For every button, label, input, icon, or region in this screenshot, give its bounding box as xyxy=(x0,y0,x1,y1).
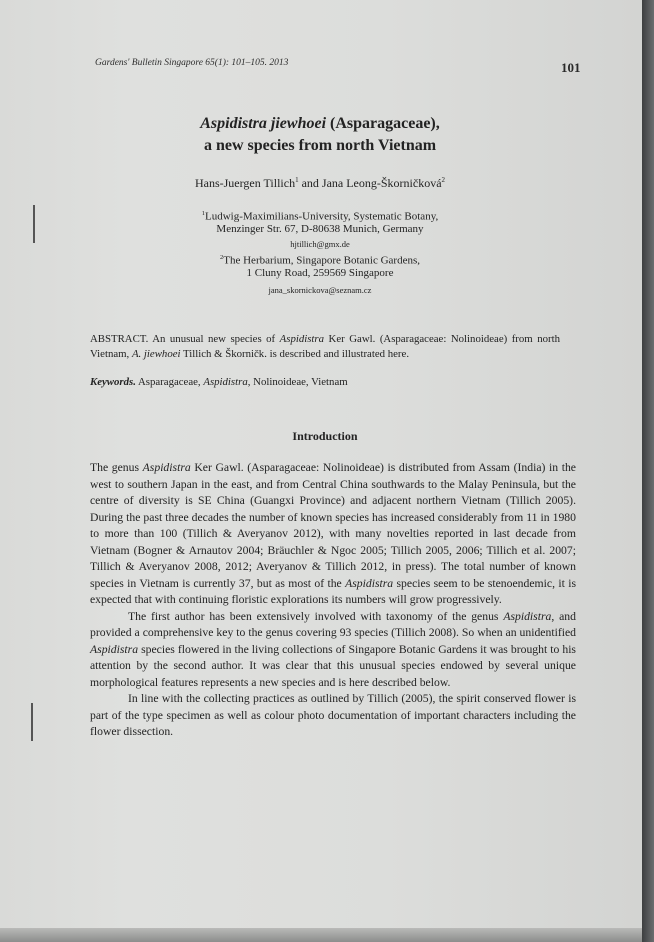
margin-mark xyxy=(33,205,35,243)
affiliation-1-mark: 1 xyxy=(201,210,206,217)
affiliation-1-address: Menzinger Str. 67, D-80638 Munich, Germany xyxy=(216,223,424,235)
introduction-body xyxy=(90,460,576,741)
p2-text-2: , and provided a comprehensive key to the genus covering 93 species (Tillich 2008). So when an unidentified xyxy=(90,609,576,639)
keywords-text-1: Asparagaceae, xyxy=(135,376,204,388)
paragraph-2 xyxy=(90,609,576,692)
author-1: Hans-Juergen Tillich xyxy=(194,176,296,190)
page-edge-shadow xyxy=(642,0,654,942)
author-line xyxy=(100,176,540,191)
p1-text-2: Ker Gawl. (Asparagaceae: Nolinoideae) is distributed from Assam (India) in the west to southern Japan in the east, and from Central China southwards to the Malay Peninsula, but the centre of diversity is SE China (Guangxi Province) and adjacent northern Vietnam (Tillich 2005). During the past three decades the number of known species has increased considerably from 11 in 1980 to more than 100 (Tillich & Averyanov 2012), with many novelties reported in last decade from Vietnam (Bogner & Arnautov 2004; Bräuchler & Ngoc 2005; Tillich 2005, 2006; Tillich et al. 2007; Tillich & Averyanov 2008, 2012; Averyanov & Tillich 2012, in press). The total number of known species in Vietnam is currently 37, but as most of the xyxy=(90,461,576,590)
page-number: 101 xyxy=(561,60,581,75)
abstract-text-3: Tillich & Škorničk. is described and illustrated here. xyxy=(180,348,410,360)
p3-text-1: In line with the collecting practices as outlined by Tillich (2005), the spirit conserved flower is part of the type specimen as well as colour photo documentation of important characters including the flower dissection. xyxy=(90,692,576,738)
p2-genus-2: Aspidistra xyxy=(90,642,139,656)
author-2: Jana Leong-Škorničková xyxy=(321,176,442,190)
p2-text-3: species flowered in the living collections of Singapore Botanic Gardens it was brought to his attention by the second author. It was clear that this unusual species endowed by several unique morphological features represents a new species and is here described below. xyxy=(90,642,576,689)
abstract-text-2: Ker Gawl. (Asparagaceae: Nolinoideae) from north Vietnam, xyxy=(90,333,560,360)
p1-genus-2: Aspidistra xyxy=(345,576,394,590)
section-heading-introduction: Introduction xyxy=(292,429,358,443)
keywords-text-2: , Nolinoideae, Vietnam xyxy=(247,376,348,388)
keywords-label: Keywords. xyxy=(90,376,136,388)
keywords xyxy=(90,376,560,388)
affiliation-2-address: 1 Cluny Road, 259569 Singapore xyxy=(246,267,394,279)
author-conjunction: and xyxy=(298,176,322,190)
running-head: Gardens' Bulletin Singapore 65(1): 101–105. 2013 xyxy=(95,58,289,68)
p2-genus-1: Aspidistra xyxy=(503,609,552,623)
abstract-species: A. jiewhoei xyxy=(131,348,181,360)
abstract xyxy=(90,332,560,362)
abstract-genus: Aspidistra xyxy=(279,333,325,345)
affiliation-1-institution: Ludwig-Maximilians-University, Systematic Botany, xyxy=(205,210,439,223)
paragraph-1 xyxy=(90,460,576,609)
affiliation-1-email: hjtillich@gmx.de xyxy=(290,239,350,249)
paragraph-3 xyxy=(90,691,576,741)
p2-text-1: The first author has been extensively involved with taxonomy of the genus xyxy=(128,609,504,623)
affiliation-2-mark: 2 xyxy=(220,254,224,261)
title-species-name: Aspidistra jiewhoei xyxy=(200,115,327,132)
affiliation-2-institution: The Herbarium, Singapore Botanic Gardens, xyxy=(223,254,420,267)
margin-mark xyxy=(31,703,33,741)
p1-genus-1: Aspidistra xyxy=(142,461,191,474)
keywords-genus: Aspidistra xyxy=(203,376,248,388)
author-1-affil-mark: 1 xyxy=(295,176,299,184)
abstract-text-1: ABSTRACT. An unusual new species of xyxy=(90,333,280,345)
article-title-line-2: a new species from north Vietnam xyxy=(203,137,437,154)
article-title-line-1 xyxy=(100,113,540,134)
page-bottom-edge xyxy=(0,928,642,942)
p1-text-3: species seem to be stenoendemic, it is expected that with continuing floristic explorations its numbers will grow progressively. xyxy=(90,576,576,606)
affiliation-2-email: jana_skornickova@seznam.cz xyxy=(268,285,372,295)
p1-text-1: The genus xyxy=(90,461,143,474)
author-2-affil-mark: 2 xyxy=(441,176,446,184)
title-family: (Asparagaceae), xyxy=(326,115,440,132)
